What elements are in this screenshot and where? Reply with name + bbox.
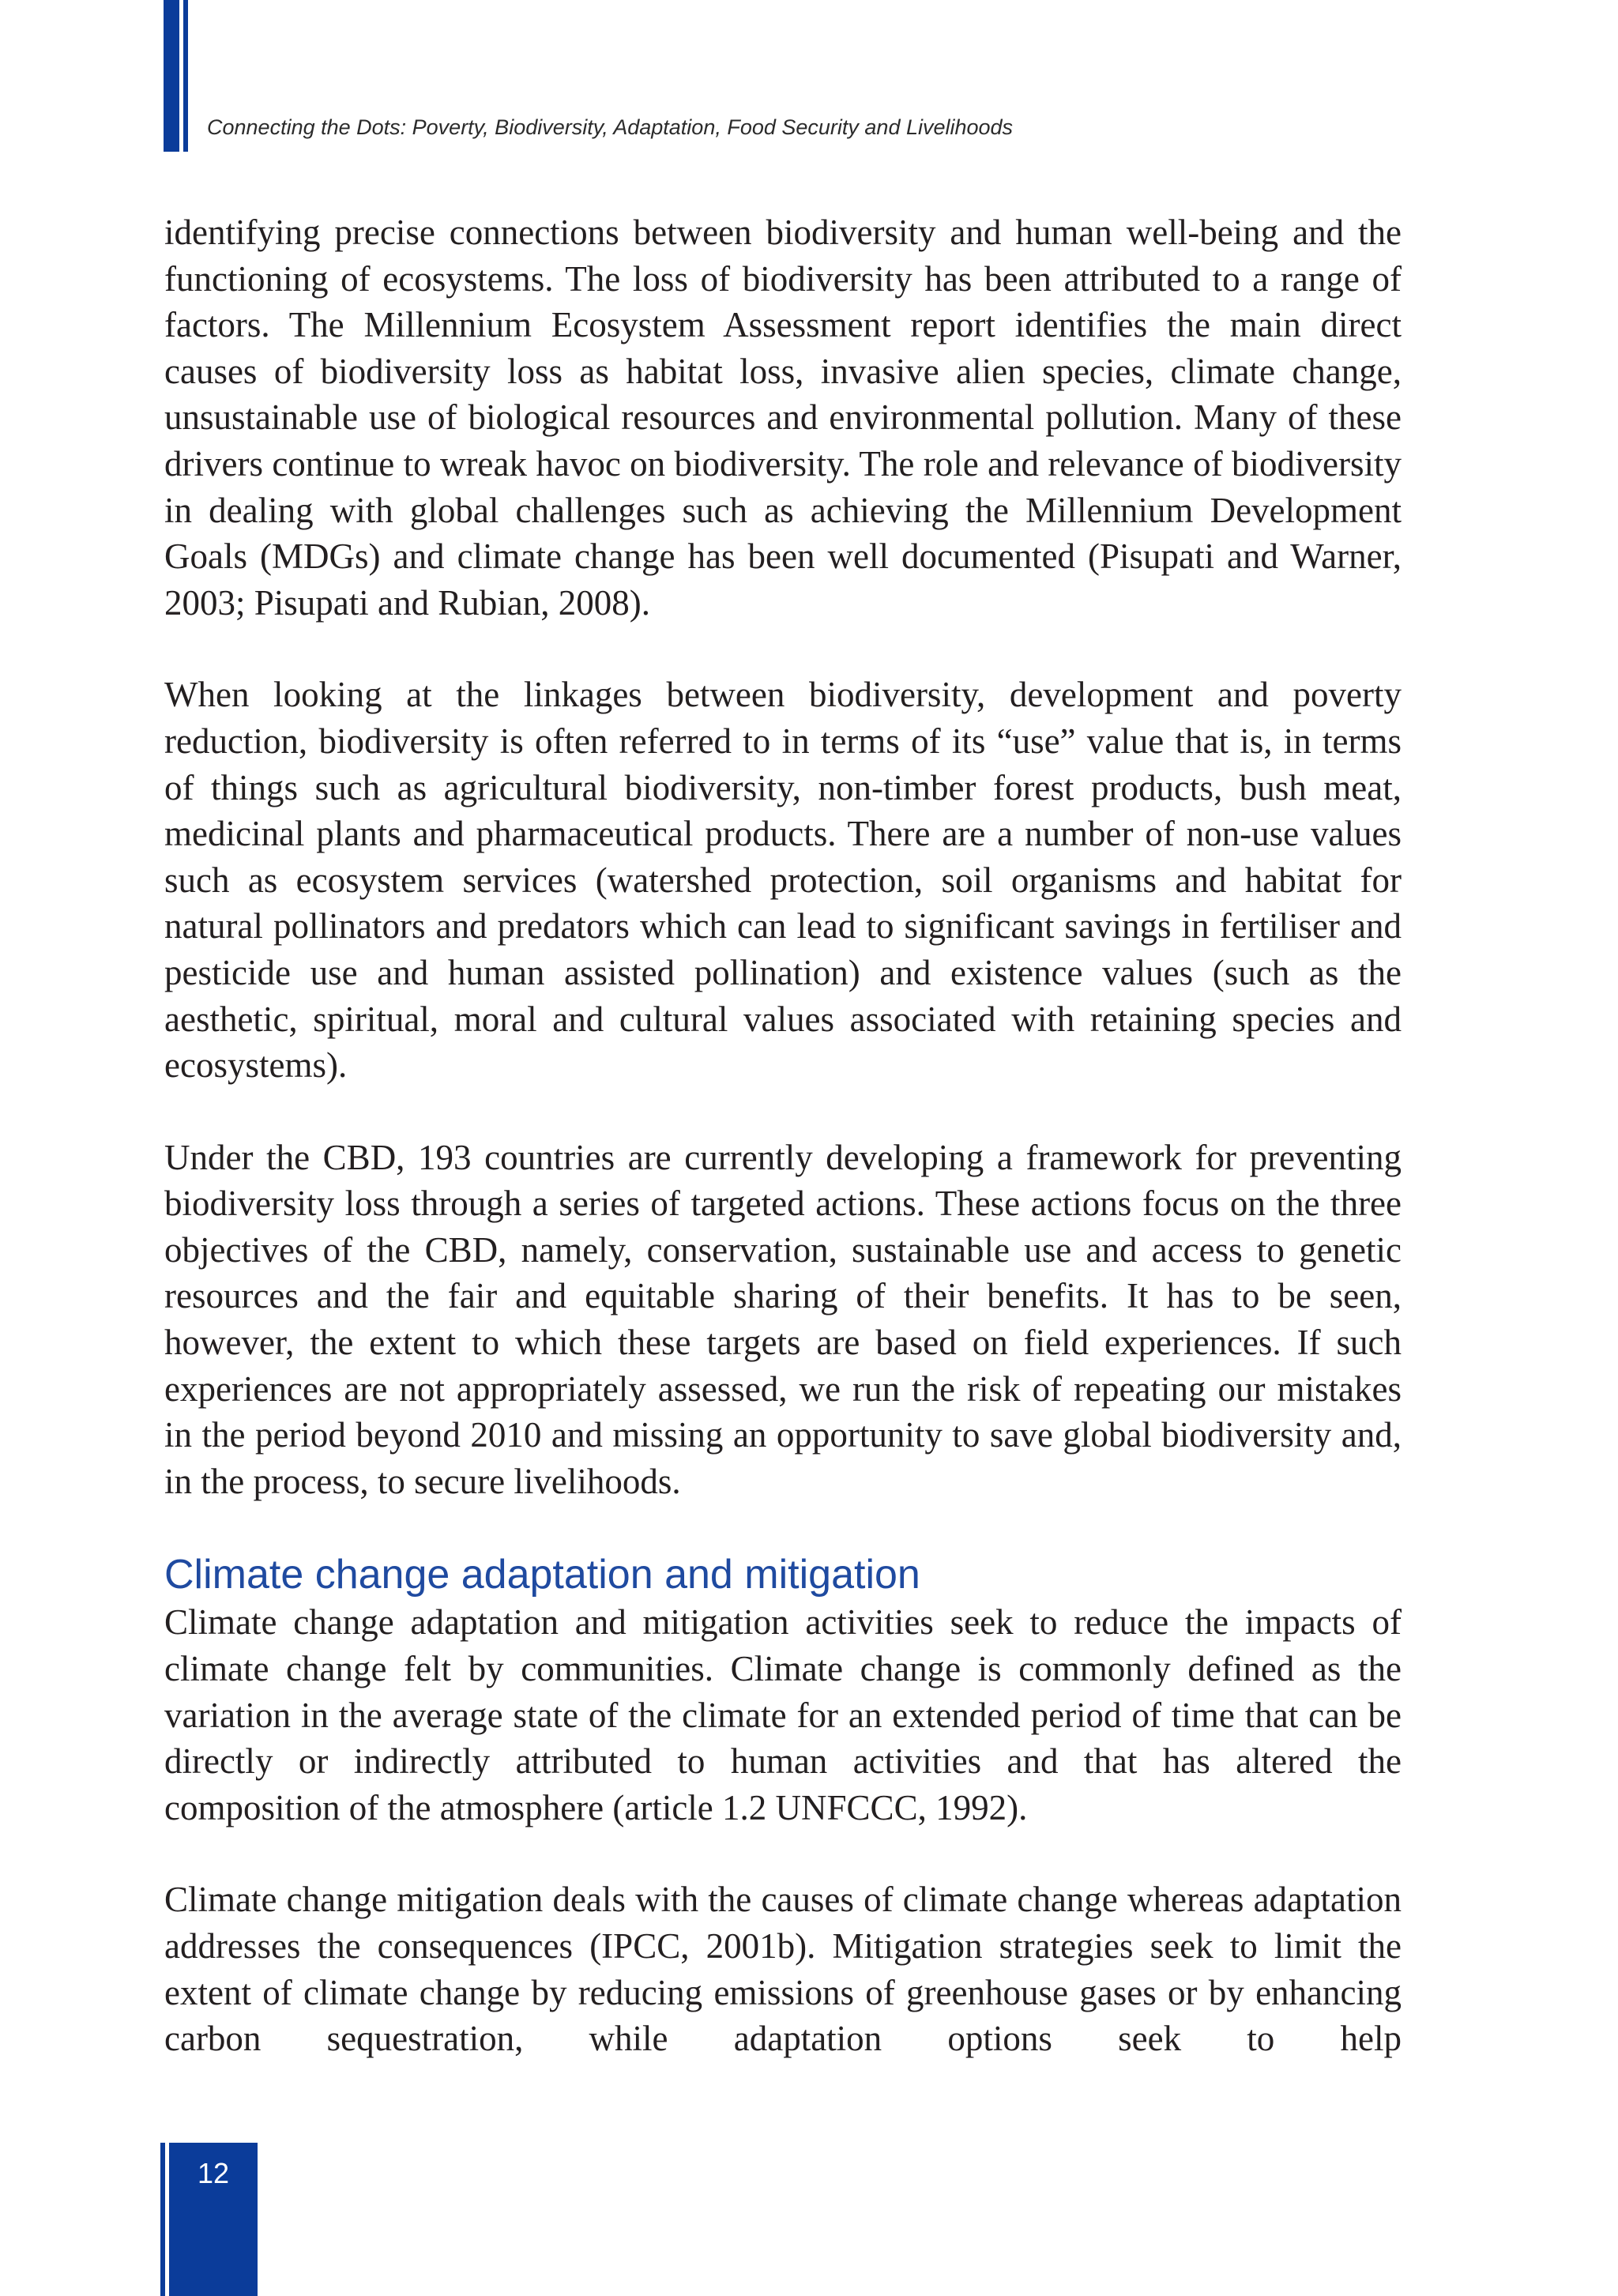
body-paragraph-4: Climate change adaptation and mitigation activities seek to reduce the impacts of climate change felt by communities. Climate change is commonly defined as the variation in the average state of the climate for an extended period of time that can be directly or indirectly attributed to human activities and that has altered the composition of the atmosphere (article 1.2 UNFCCC, 1992). xyxy=(164,1602,1402,1827)
page-number: 12 xyxy=(197,2157,230,2189)
body-paragraph-5: Climate change mitigation deals with the causes of climate change whereas adaptation addresses the consequences (IPCC, 2001b). Mitigation strategies seek to limit the extent of climate change by reducing emissions of greenhouse gases or by enhancing carbon sequestration, while adaptation options seek to help xyxy=(164,1880,1402,2059)
header-accent-bar-thick xyxy=(164,0,179,152)
body-paragraph-2: When looking at the linkages between biodiversity, development and poverty reduction, biodiversity is often referred to in terms of its “use” value that is, in terms of things such as agricultural biodiversity, non-timber forest products, bush meat, medicinal plants and pharmaceutical products. There are a number of non-use values such as ecosystem services (watershed protection, soil organisms and habitat for natural pollinators and predators which can lead to significant savings in fertiliser and pesticide use and human assisted pollination) and existence values (such as the aesthetic, spiritual, moral and cultural values associated with retaining species and ecosystems). xyxy=(164,675,1402,1086)
page-body xyxy=(164,209,1402,2062)
footer-accent-bar-thin xyxy=(160,2143,165,2296)
section-heading: Climate change adaptation and mitigation xyxy=(164,1552,920,1598)
running-header: Connecting the Dots: Poverty, Biodiversity, Adaptation, Food Security and Livelihoods xyxy=(207,115,1014,139)
header-accent-bar-thin xyxy=(183,0,188,152)
body-paragraph-3: Under the CBD, 193 countries are currently developing a framework for preventing biodiversity loss through a series of targeted actions. These actions focus on the three objectives of the CBD, namely, conservation, sustainable use and access to genetic resources and the fair and equitable sharing of their benefits. It has to be seen, however, the extent to which these targets are based on field experiences. If such experiences are not appropriately assessed, we run the risk of repeating our mistakes in the period beyond 2010 and missing an opportunity to save global biodiversity and, in the process, to secure livelihoods. xyxy=(164,1137,1402,1501)
body-paragraph-1: identifying precise connections between biodiversity and human well-being and the functioning of ecosystems. The loss of biodiversity has been attributed to a range of factors. The Millennium Ecosystem Assessment report identifies the main direct causes of biodiversity loss as habitat loss, invasive alien species, climate change, unsustainable use of biological resources and environmental pollution. Many of these drivers continue to wreak havoc on biodiversity. The role and relevance of biodiversity in dealing with global challenges such as achieving the Millennium Development Goals (MDGs) and climate change has been well documented (Pisupati and Warner, 2003; Pisupati and Rubian, 2008). xyxy=(164,213,1402,623)
